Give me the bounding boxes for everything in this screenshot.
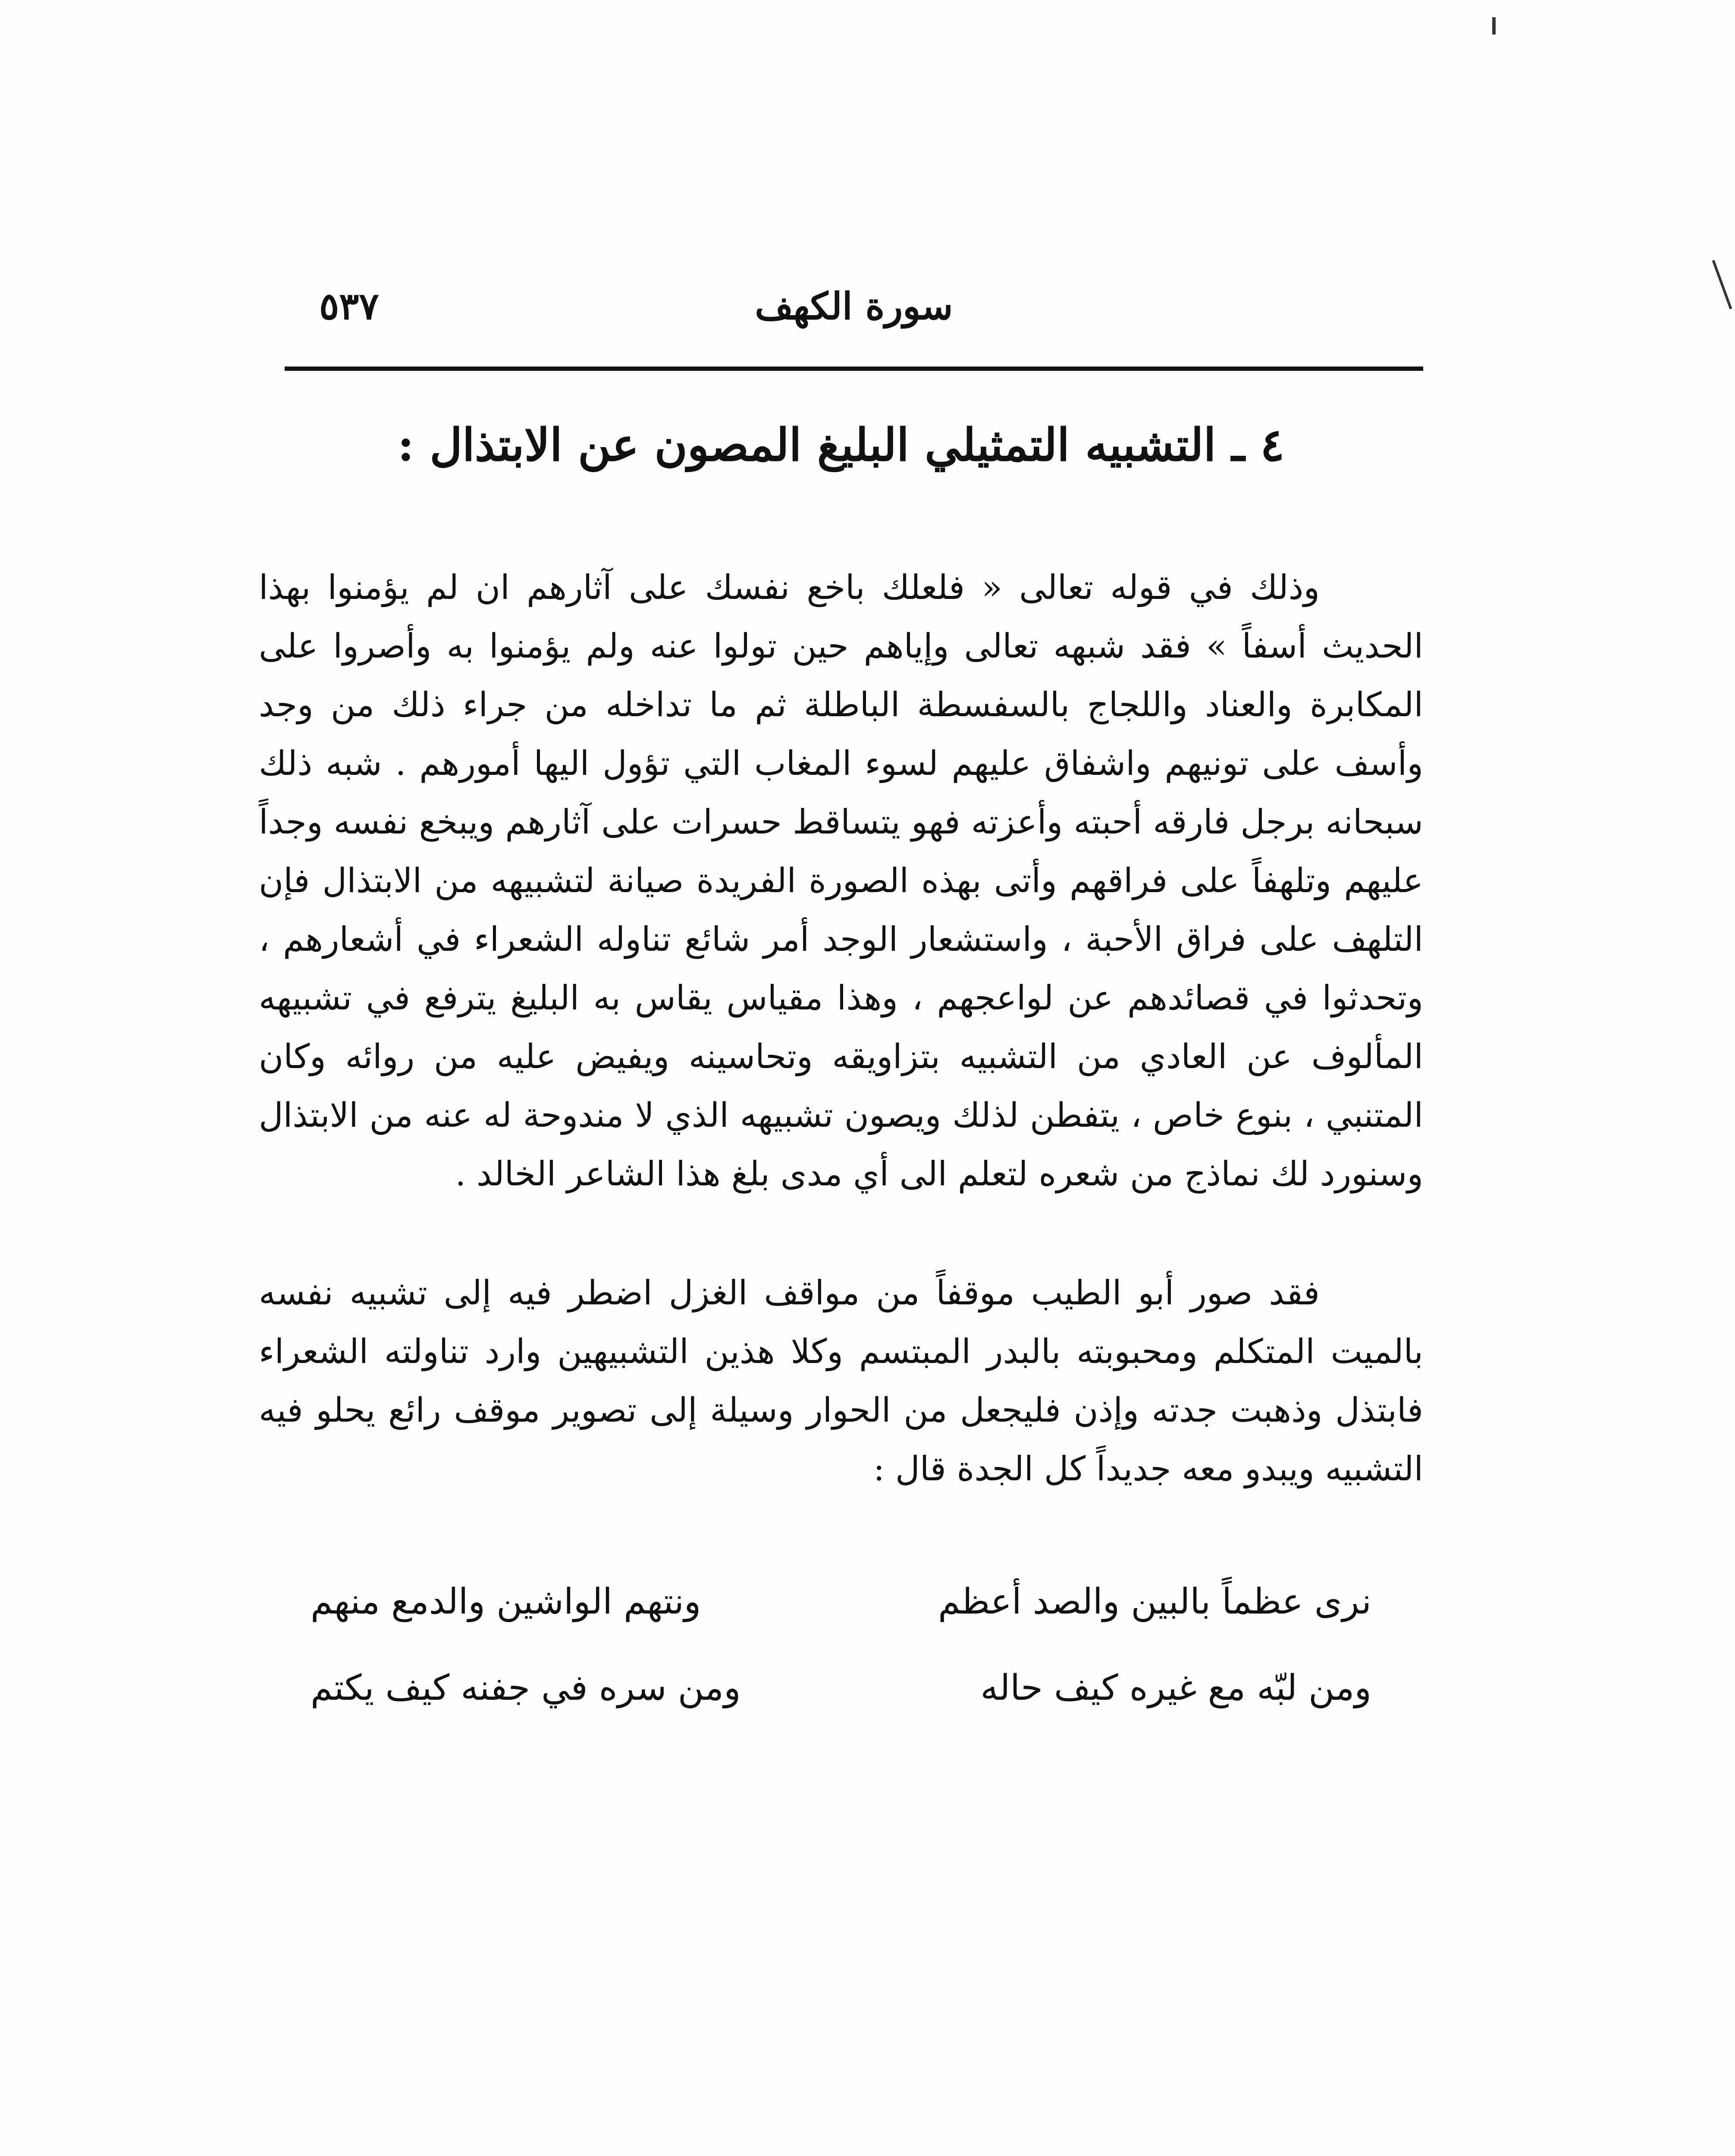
paragraph: فقد صور أبو الطيب موقفاً من مواقف الغزل اضطر فيه إلى تشبيه نفسه بالميت المتكلم ومحبوبته بالبدر المبتسم وكلا هذين التشبيهين وارد تناولته الشعراء فابتذل وذهبت جدته وإذن فليجعل من الحوار وسيلة إلى تصوير موقف رائع يحلو فيه التشبيه ويبدو معه جديداً كل الجدة قال : — [259, 1273, 1423, 1489]
running-title: سورة الكهف — [755, 285, 953, 328]
verse-second-hemistich: ونتهم الواشين والدمع منهم — [311, 1581, 701, 1622]
scan-speck — [1712, 260, 1732, 310]
header-rule — [285, 367, 1423, 371]
scan-speck — [1492, 17, 1496, 34]
page-header — [285, 276, 1423, 362]
page-body — [259, 405, 1423, 1731]
verse-second-hemistich: ومن سره في جفنه كيف يكتم — [311, 1667, 741, 1708]
page-number: ٥٣٧ — [319, 285, 379, 328]
poem-verse — [311, 1559, 1371, 1645]
paragraph: وذلك في قوله تعالى « فلعلك باخع نفسك على آثارهم ان لم يؤمنوا بهذا الحديث أسفاً » فقد شبهه تعالى وإياهم حين تولوا عنه ولم يؤمنوا به وأصروا على المكابرة والعناد واللجاج بالسفسطة الباطلة ثم ما تداخله من جراء ذلك من وجد وأسف على تونيهم واشفاق عليهم لسوء المغاب التي تؤول اليها أمورهم . شبه ذلك سبحانه برجل فارقه أحبته وأعزته فهو يتساقط حسرات على آثارهم ويبخع نفسه وجداً عليهم وتلهفاً على فراقهم وأتى بهذه الصورة الفريدة صيانة لتشبيهه من الابتذال فإن التلهف على فراق الأحبة ، واستشعار الوجد أمر شائع تناوله الشعراء في أشعارهم ، وتحدثوا في قصائدهم عن لواعجهم ، وهذا مقياس يقاس به البليغ يترفع في تشبيهه المألوف عن العادي من التشبيه بتزاويقه وتحاسينه ويفيض عليه من روائه وكان المتنبي ، بنوع خاص ، يتفطن لذلك ويصون تشبيهه الذي لا مندوحة له عنه من الابتذال وسنورد لك نماذج من شعره لتعلم الى أي مدى بلغ هذا الشاعر الخالد . — [259, 568, 1423, 1194]
verse-first-hemistich: ومن لبّه مع غيره كيف حاله — [980, 1667, 1371, 1708]
poem-verse — [311, 1645, 1371, 1731]
verse-first-hemistich: نرى عظماً بالبين والصد أعظم — [938, 1581, 1371, 1622]
poem — [259, 1559, 1423, 1731]
section-heading: ٤ ـ التشبيه التمثيلي البليغ المصون عن الابتذال : — [397, 418, 1285, 471]
